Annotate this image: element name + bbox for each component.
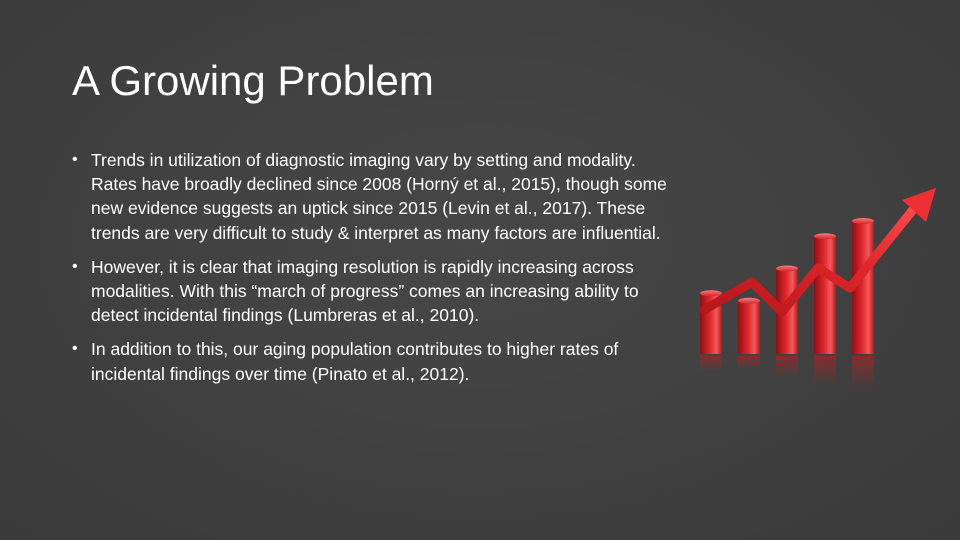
- trend-arrow-line: [704, 206, 916, 312]
- growth-graphic-svg: [690, 182, 950, 402]
- bar-reflection: [852, 356, 874, 389]
- bar: [814, 236, 836, 354]
- bar-top: [700, 290, 722, 296]
- bar-reflection: [814, 356, 836, 385]
- bar-top: [738, 298, 760, 304]
- bar-reflection: [738, 356, 760, 369]
- slide-title: A Growing Problem: [72, 57, 434, 104]
- bullet-text: Trends in utilization of diagnostic imaging vary by setting and modality. Rates have broadly declined since 2008 (Horný et al., 2015), though some new evidence suggests an uptick since 2015 (Levin et al., 2017). These trends are very difficult to study & interpret as many factors are influential.: [91, 150, 667, 243]
- rising-red-bar-chart-with-arrow-icon: [690, 182, 950, 402]
- bullet-marker: •: [72, 257, 78, 275]
- bullet-list: [72, 148, 682, 396]
- bullet-marker: •: [72, 151, 78, 168]
- bullet-marker: •: [72, 340, 78, 358]
- bullet-item: [72, 255, 682, 328]
- bullet-item: [72, 148, 682, 245]
- bar-reflection: [776, 356, 798, 377]
- bars-reflection: [700, 356, 874, 389]
- bar-top: [776, 266, 798, 272]
- bullet-text: In addition to this, our aging population contributes to higher rates of incidental findings over time (Pinato et al., 2012).: [91, 339, 619, 384]
- bullet-item: [72, 337, 682, 385]
- bar: [738, 301, 760, 354]
- bar-top: [814, 233, 836, 239]
- bar-reflection: [700, 356, 722, 371]
- bar-top: [852, 218, 874, 224]
- bullet-text: However, it is clear that imaging resolution is rapidly increasing across modalities. With this “march of progress” comes an increasing ability to detect incidental findings (Lumbreras et al., 2010).: [91, 256, 639, 326]
